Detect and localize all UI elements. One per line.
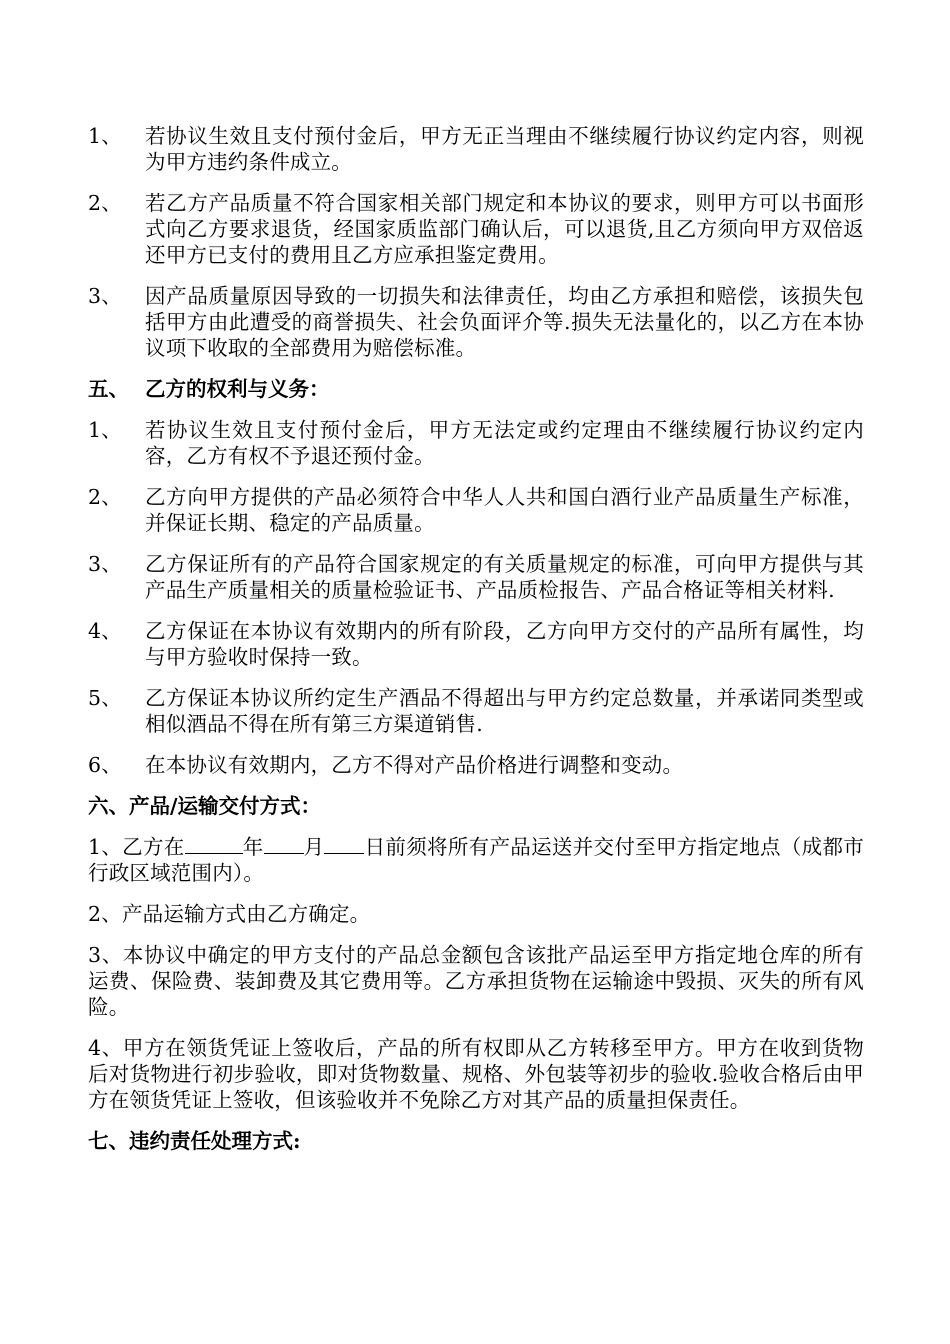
list-item <box>88 551 864 603</box>
paragraph: 4、甲方在领货凭证上签收后，产品的所有权即从乙方转移至甲方。甲方在收到货物后对货物进行初步验收，即对货物数量、规格、外包装等初步的验收.验收合格后由甲方在领货凭证上签收，但该验收并不免除乙方对其产品的质量担保责任。 <box>88 1036 864 1112</box>
item-number: 1、 <box>88 124 122 148</box>
section-number: 七、 <box>88 1129 129 1153</box>
item-number: 6、 <box>88 753 122 777</box>
list-item <box>88 484 864 536</box>
paragraph-text: 1、乙方在 <box>88 835 185 859</box>
item-number: 3、 <box>88 552 122 576</box>
paragraph: 3、本协议中确定的甲方支付的产品总金额包含该批产品运至甲方指定地仓库的所有运费、保险费、装卸费及其它费用等。乙方承担货物在运输途中毁损、灭失的所有风险。 <box>88 943 864 1019</box>
item-text: 若乙方产品质量不符合国家相关部门规定和本协议的要求，则甲方可以书面形式向乙方要求退货，经国家质监部门确认后，可以退货,且乙方须向甲方双倍返还甲方已支付的费用且乙方应承担鉴定费用。 <box>145 191 864 267</box>
section-title: 乙方的权利与义务： <box>145 377 330 401</box>
day-blank <box>324 835 364 854</box>
delivery-date-paragraph <box>88 834 864 886</box>
section-title: 违约责任处理方式: <box>129 1129 301 1153</box>
item-number: 5、 <box>88 686 122 710</box>
contract-body <box>88 123 864 1169</box>
month-blank <box>264 835 304 854</box>
list-item <box>88 283 864 361</box>
section-heading-6 <box>88 793 864 819</box>
list-item <box>88 123 864 175</box>
item-number: 2、 <box>88 191 122 215</box>
list-item <box>88 685 864 737</box>
item-text: 若协议生效且支付预付金后，甲方无正当理由不继续履行协议约定内容，则视为甲方违约条件成立。 <box>145 124 864 174</box>
paragraph-text: 日前须将所有产品运送并交付至甲方指定地点（成都市行政区域范围内）。 <box>88 835 864 885</box>
item-number: 3、 <box>88 284 122 308</box>
section-number: 六、 <box>88 794 129 818</box>
item-text: 在本协议有效期内，乙方不得对产品价格进行调整和变动。 <box>145 753 684 777</box>
item-number: 2、 <box>88 485 122 509</box>
section-title: 产品/运输交付方式： <box>129 794 321 818</box>
year-blank <box>185 835 243 854</box>
section-heading-7 <box>88 1128 864 1154</box>
item-text: 因产品质量原因导致的一切损失和法律责任，均由乙方承担和赔偿，该损失包括甲方由此遭受的商誉损失、社会负面评介等.损失无法量化的，以乙方在本协议项下收取的全部费用为赔偿标准。 <box>145 284 864 360</box>
item-number: 4、 <box>88 619 122 643</box>
item-text: 乙方保证在本协议有效期内的所有阶段，乙方向甲方交付的产品所有属性，均与甲方验收时保持一致。 <box>145 619 864 669</box>
paragraph: 2、产品运输方式由乙方确定。 <box>88 902 371 926</box>
item-text: 乙方向甲方提供的产品必须符合中华人人共和国白酒行业产品质量生产标准，并保证长期、稳定的产品质量。 <box>145 485 864 535</box>
list-item <box>88 190 864 268</box>
item-text: 若协议生效且支付预付金后，甲方无法定或约定理由不继续履行协议约定内容，乙方有权不予退还预付金。 <box>145 418 864 468</box>
year-label: 年 <box>242 835 264 859</box>
month-label: 月 <box>303 835 325 859</box>
section-number: 五、 <box>88 377 129 401</box>
list-item <box>88 752 864 778</box>
list-item <box>88 618 864 670</box>
list-item <box>88 417 864 469</box>
item-text: 乙方保证本协议所约定生产酒品不得超出与甲方约定总数量，并承诺同类型或相似酒品不得在所有第三方渠道销售. <box>145 686 864 736</box>
item-number: 1、 <box>88 418 122 442</box>
section-heading-5 <box>88 376 864 402</box>
item-text: 乙方保证所有的产品符合国家规定的有关质量规定的标准，可向甲方提供与其产品生产质量相关的质量检验证书、产品质检报告、产品合格证等相关材料. <box>145 552 864 602</box>
